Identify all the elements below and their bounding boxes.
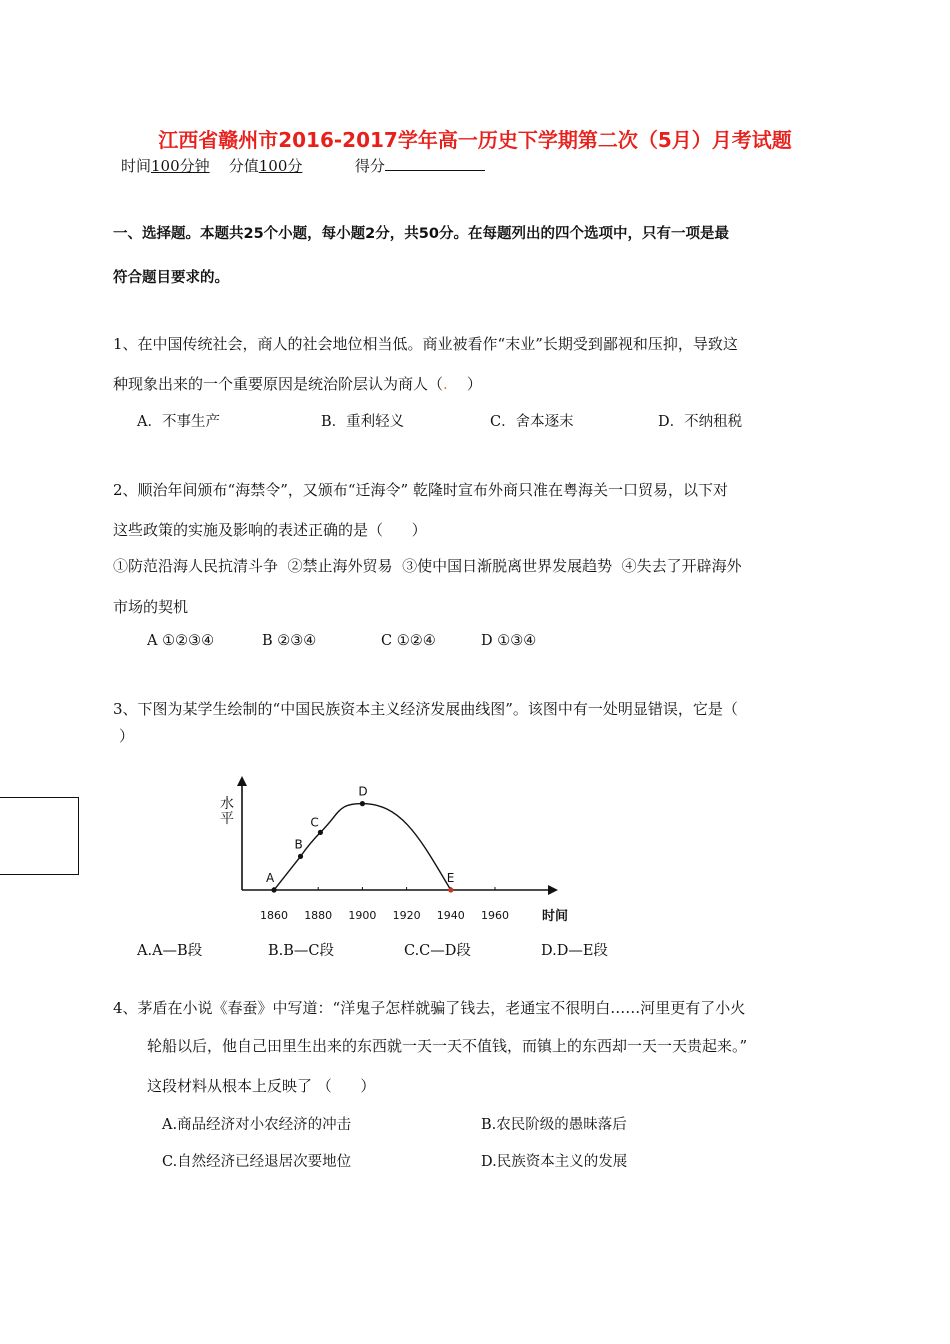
q1-line2-text: 种现象出来的一个重要原因是统治阶层认为商人（ (113, 375, 444, 393)
time-value: 100分钟 (151, 157, 210, 175)
q1-option-a[interactable]: A．不事生产 (137, 414, 220, 430)
section-heading-line1: 一、选择题。本题共25个小题，每小题2分，共50分。在每题列出的四个选项中，只有一项是最 (113, 226, 729, 242)
point-label: A (266, 871, 275, 885)
data-point (360, 801, 365, 806)
exam-meta (121, 155, 485, 176)
q2-option-d[interactable]: D ①③④ (481, 633, 537, 649)
point-label: D (358, 784, 368, 799)
q4-option-a[interactable]: A.商品经济对小农经济的冲击 (162, 1117, 352, 1133)
x-axis-arrow (548, 885, 558, 895)
data-point (318, 830, 323, 835)
q4-option-c[interactable]: C.自然经济已经退居次要地位 (162, 1154, 352, 1170)
point-label: B (294, 837, 303, 852)
x-tick-label: 1900 (348, 909, 377, 922)
q1-line1: 1、在中国传统社会，商人的社会地位相当低。商业被看作“末业”长期受到鄙视和压抑，导致这 (113, 335, 738, 353)
y-axis-label-2: 平 (220, 811, 234, 827)
q2-line3: ①防范沿海人民抗清斗争 ②禁止海外贸易 ③使中国日渐脱离世界发展趋势 ④失去了开辟海外 (113, 557, 742, 575)
q1-orange-mark: . (443, 375, 448, 393)
result-label: 得分 (354, 157, 385, 175)
result-blank[interactable] (385, 156, 485, 171)
q1-option-b[interactable]: B．重利轻义 (321, 414, 405, 430)
q3-option-c[interactable]: C.C—D段 (404, 943, 471, 959)
q2-line4: 市场的契机 (113, 598, 189, 616)
point-label: E (446, 871, 455, 885)
q2-option-c[interactable]: C ①②④ (381, 633, 436, 649)
q1-option-d[interactable]: D．不纳租税 (658, 414, 743, 430)
q2-option-a[interactable]: A ①②③④ (147, 633, 215, 649)
q3-line1: 3、下图为某学生绘制的“中国民族资本主义经济发展曲线图”。该图中有一处明显错误，它是（ (113, 700, 738, 718)
point-label: C (310, 815, 319, 830)
q4-option-d[interactable]: D.民族资本主义的发展 (481, 1154, 628, 1170)
q3-option-a[interactable]: A.A—B段 (137, 943, 203, 959)
data-point (271, 887, 276, 892)
q4-line3: 这段材料从根本上反映了 （ ） (147, 1077, 376, 1095)
score-value: 100分 (258, 157, 303, 175)
q2-line1: 2、顺治年间颁布“海禁令”，又颁布“迁海令” 乾隆时宣布外商只准在粤海关一口贸易，以下对 (113, 481, 728, 499)
x-axis-label: 时间 (542, 909, 569, 924)
x-tick-label: 1880 (304, 909, 333, 922)
q3-option-d[interactable]: D.D—E段 (541, 943, 608, 959)
q1-line2-end: ） (447, 375, 482, 393)
time-label: 时间 (121, 157, 152, 175)
x-tick-label: 1860 (260, 909, 288, 922)
q4-option-b[interactable]: B.农民阶级的愚昧落后 (481, 1117, 627, 1133)
q2-line2: 这些政策的实施及影响的表述正确的是（ ） (113, 521, 427, 539)
x-tick-label: 1960 (481, 909, 509, 922)
section-heading-line2: 符合题目要求的。 (113, 270, 229, 286)
q1-option-c[interactable]: C．舍本逐末 (490, 414, 574, 430)
x-tick-label: 1920 (392, 909, 421, 922)
data-point (448, 887, 453, 892)
q3-line2: ） (119, 727, 135, 745)
q1-line2 (113, 373, 482, 394)
y-axis-label: 水 (220, 796, 234, 812)
page-title: 江西省赣州市2016-2017学年高一历史下学期第二次（5月）月考试题 (158, 128, 792, 152)
y-axis-arrow (237, 776, 247, 786)
x-tick-label: 1940 (436, 909, 465, 922)
score-label: 分值 (228, 157, 259, 175)
data-point (298, 854, 303, 859)
margin-box (0, 797, 79, 875)
q4-line1: 4、茅盾在小说《春蚕》中写道：“洋鬼子怎样就骗了钱去，老通宝不很明白……河里更有了小火 (113, 999, 746, 1017)
q4-line2: 轮船以后，他自己田里生出来的东西就一天一天不值钱，而镇上的东西却一天一天贵起来。” (147, 1037, 748, 1055)
q3-option-b[interactable]: B.B—C段 (268, 943, 335, 959)
chart-layer (220, 776, 568, 924)
development-curve-chart (220, 770, 590, 930)
q2-option-b[interactable]: B ②③④ (262, 633, 317, 649)
